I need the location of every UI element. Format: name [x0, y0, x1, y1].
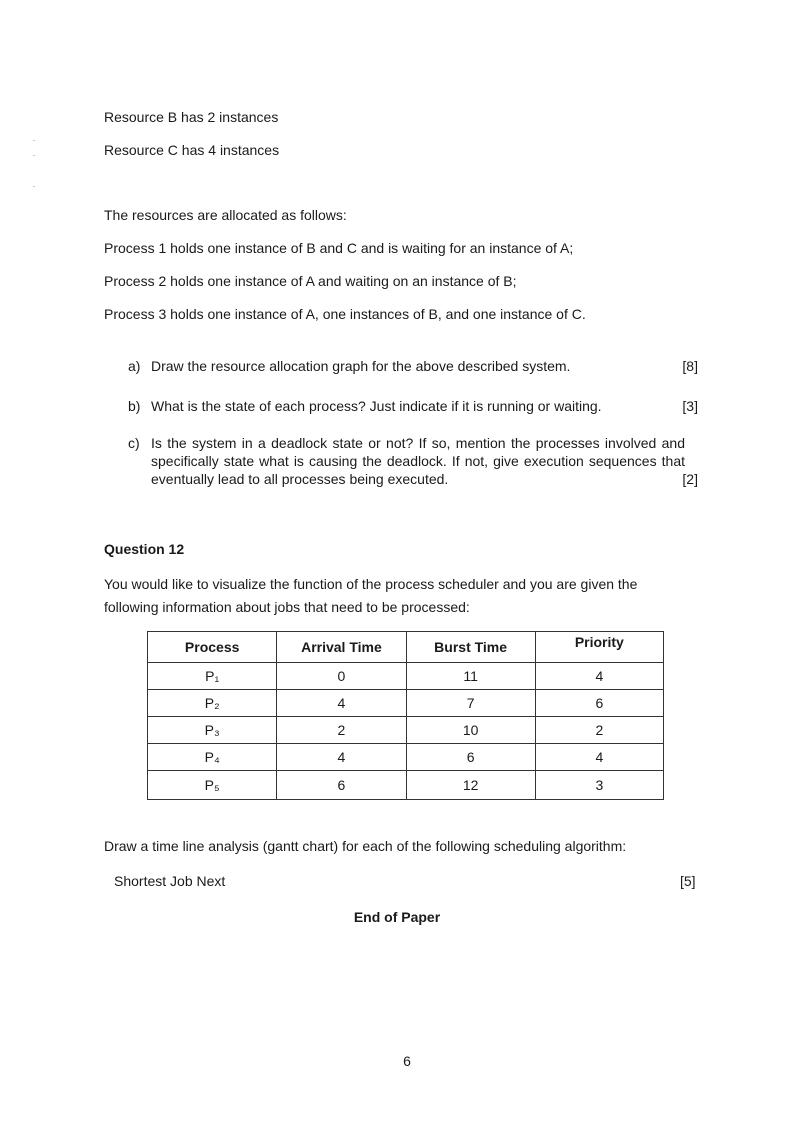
algorithm-marks: [5]	[680, 873, 696, 889]
cell-arrival: 4	[277, 744, 406, 771]
cell-process: P₁	[148, 663, 277, 690]
cell-arrival: 6	[277, 771, 406, 800]
resource-b-line: Resource B has 2 instances	[104, 109, 279, 125]
table-row	[148, 690, 664, 717]
question-12-intro-line-1: You would like to visualize the function of the process scheduler and you are given the	[104, 576, 638, 592]
question-part-label: b)	[128, 398, 141, 414]
cell-process: P₃	[148, 717, 277, 744]
cell-priority: 4	[535, 744, 663, 771]
allocation-process-2: Process 2 holds one instance of A and waiting on an instance of B;	[104, 273, 517, 289]
header-priority: Priority	[535, 632, 663, 663]
question-part-marks: [8]	[682, 358, 698, 374]
scan-mark	[33, 186, 35, 187]
question-part-text: What is the state of each process? Just indicate if it is running or waiting.	[151, 398, 602, 414]
header-process: Process	[148, 632, 277, 663]
cell-priority: 3	[535, 771, 663, 800]
question-part-text: Is the system in a deadlock state or not? If so, mention the processes involved and specifically state what is causing the deadlock. If not, give execution sequences that eventually lead to all processes being executed.	[151, 435, 685, 487]
scan-mark	[33, 140, 35, 141]
cell-arrival: 4	[277, 690, 406, 717]
allocation-process-3: Process 3 holds one instance of A, one instances of B, and one instance of C.	[104, 306, 586, 322]
table-row	[148, 744, 664, 771]
cell-burst: 6	[406, 744, 535, 771]
cell-process: P₄	[148, 744, 277, 771]
question-part-label: a)	[128, 358, 141, 374]
question-part-label: c)	[128, 435, 140, 451]
page-number: 6	[403, 1053, 411, 1069]
cell-priority: 2	[535, 717, 663, 744]
cell-priority: 6	[535, 690, 663, 717]
table-row	[148, 771, 664, 800]
question-part-marks: [2]	[682, 471, 698, 487]
question-part-text: Draw the resource allocation graph for the above described system.	[151, 358, 571, 374]
cell-process: P₂	[148, 690, 277, 717]
algorithm-label: Shortest Job Next	[114, 873, 226, 889]
question-12-intro-line-2: following information about jobs that need to be processed:	[104, 599, 470, 615]
resource-c-line: Resource C has 4 instances	[104, 142, 280, 158]
question-12-heading: Question 12	[104, 541, 185, 557]
question-part-marks: [3]	[682, 398, 698, 414]
table-header-row	[148, 632, 664, 663]
cell-burst: 12	[406, 771, 535, 800]
cell-arrival: 0	[277, 663, 406, 690]
gantt-instruction: Draw a time line analysis (gantt chart) for each of the following scheduling algorithm:	[104, 838, 627, 854]
end-of-paper: End of Paper	[353, 909, 441, 925]
header-burst-time: Burst Time	[406, 632, 535, 663]
cell-burst: 10	[406, 717, 535, 744]
table-row	[148, 717, 664, 744]
allocation-process-1: Process 1 holds one instance of B and C and is waiting for an instance of A;	[104, 240, 574, 256]
header-arrival-time: Arrival Time	[277, 632, 406, 663]
table-row	[148, 663, 664, 690]
cell-priority: 4	[535, 663, 663, 690]
scan-mark	[33, 155, 35, 156]
allocation-intro: The resources are allocated as follows:	[104, 207, 347, 223]
jobs-table	[147, 631, 664, 800]
cell-arrival: 2	[277, 717, 406, 744]
cell-process: P₅	[148, 771, 277, 800]
cell-burst: 7	[406, 690, 535, 717]
cell-burst: 11	[406, 663, 535, 690]
